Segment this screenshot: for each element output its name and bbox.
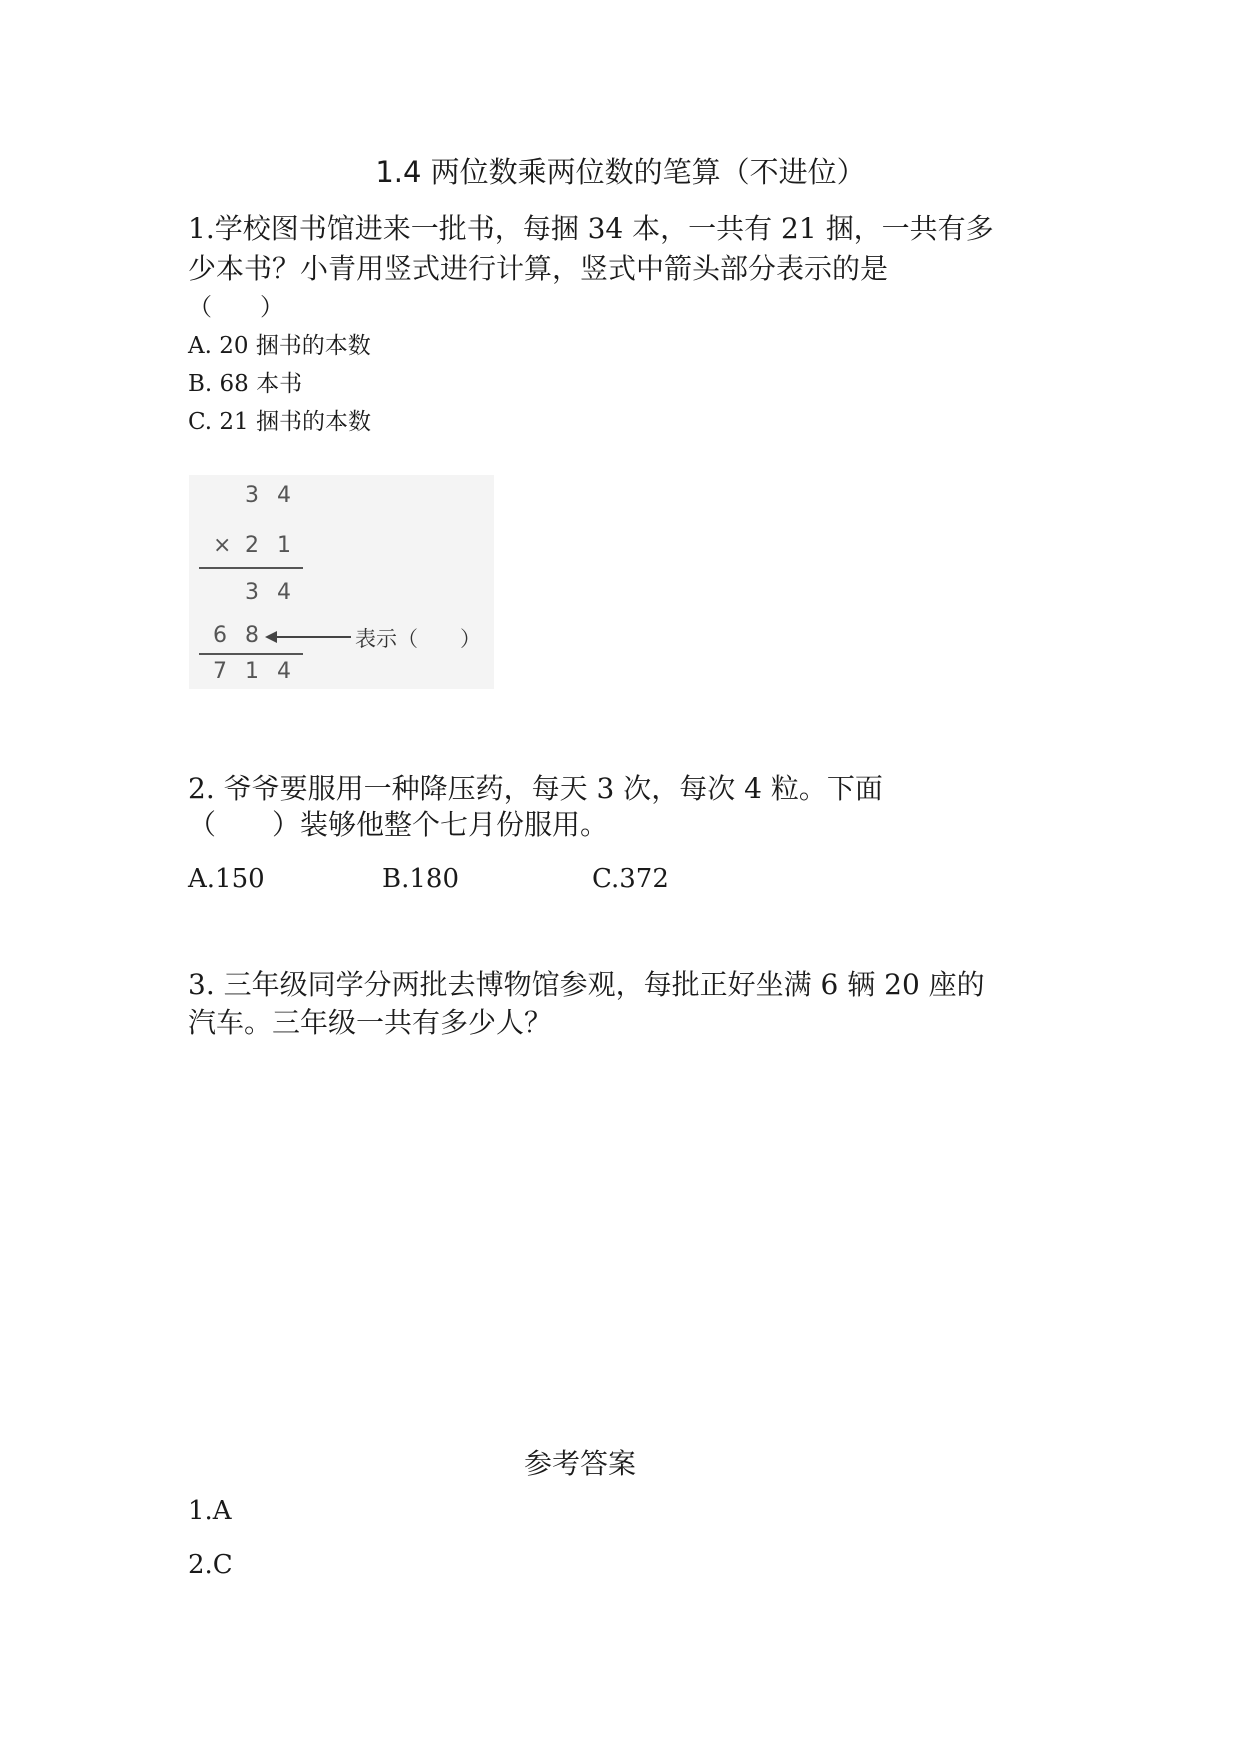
q3-line-1: 3. 三年级同学分两批去博物馆参观，每批正好坐满 6 辆 20 座的	[188, 968, 985, 1001]
q1-line-1: 1.学校图书馆进来一批书，每捆 34 本，一共有 21 捆，一共有多	[188, 212, 994, 245]
digit: 3	[245, 483, 259, 508]
digit: 2	[245, 533, 259, 558]
answers-title: 参考答案	[523, 1447, 636, 1480]
arrow-left-icon	[265, 629, 351, 645]
q1-line-3: （ ）	[188, 293, 284, 321]
arrow-label: 表示（ ）	[355, 627, 481, 651]
digit: 1	[277, 533, 291, 558]
digit: 4	[277, 659, 291, 684]
q2-line-1: 2. 爷爷要服用一种降压药，每天 3 次，每次 4 粒。下面	[188, 772, 883, 805]
digit: 3	[245, 580, 259, 605]
q2-line-2: （ ）装够他整个七月份服用。	[188, 808, 609, 841]
digit: 8	[245, 623, 259, 648]
rule-line	[199, 653, 303, 655]
multiply-sign: ×	[213, 533, 232, 558]
digit: 1	[245, 659, 259, 684]
vertical-multiplication-figure	[189, 475, 494, 689]
digit: 4	[277, 483, 291, 508]
answer-1: 1.A	[188, 1496, 232, 1526]
answer-2: 2.C	[188, 1550, 233, 1580]
q1-line-2: 少本书？小青用竖式进行计算，竖式中箭头部分表示的是	[188, 252, 889, 285]
digit: 6	[213, 623, 227, 648]
page-title: 1.4 两位数乘两位数的笔算（不进位）	[375, 155, 866, 189]
q2-option-b: B.180	[382, 864, 459, 894]
q2-option-a: A.150	[188, 864, 265, 894]
digit: 7	[213, 659, 227, 684]
q1-option-b: B. 68 本书	[188, 371, 303, 397]
q1-option-c: C. 21 捆书的本数	[188, 409, 371, 435]
q1-option-a: A. 20 捆书的本数	[188, 333, 371, 359]
q3-line-2: 汽车。三年级一共有多少人？	[188, 1006, 553, 1039]
rule-line	[199, 567, 303, 569]
digit: 4	[277, 580, 291, 605]
q2-option-c: C.372	[592, 864, 669, 894]
